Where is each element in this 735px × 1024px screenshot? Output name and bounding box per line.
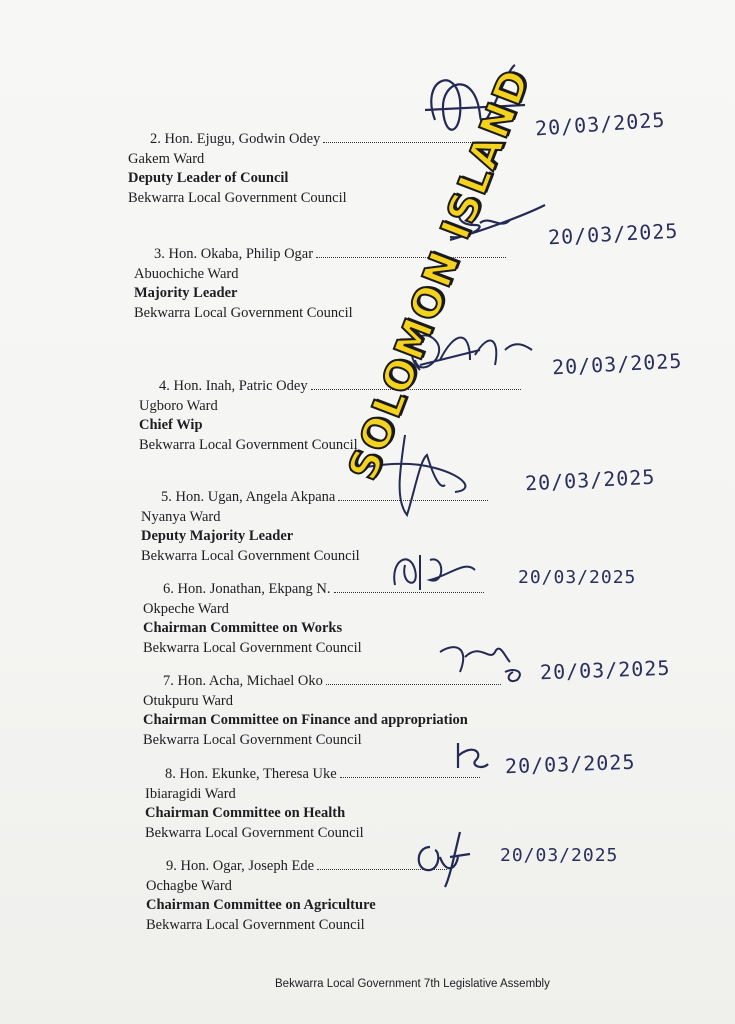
entry-ward: Gakem Ward bbox=[128, 150, 205, 167]
entry-date: 20/03/2025 bbox=[551, 348, 683, 380]
entry-council: Bekwarra Local Government Council bbox=[128, 189, 347, 206]
entry-role: Chairman Committee on Health bbox=[145, 805, 346, 821]
entry-name-line: 2. Hon. Ejugu, Godwin Odey bbox=[150, 131, 321, 147]
entry-role: Deputy Leader of Council bbox=[128, 170, 289, 186]
entry-date: 20/03/2025 bbox=[534, 107, 667, 141]
entry-council: Bekwarra Local Government Council bbox=[141, 547, 360, 564]
entry-name-line: 4. Hon. Inah, Patric Odey bbox=[159, 378, 308, 394]
entry-date: 20/03/2025 bbox=[500, 845, 619, 866]
entry-date: 20/03/2025 bbox=[504, 749, 636, 779]
entry-ward: Otukpuru Ward bbox=[143, 692, 233, 709]
signature-7 bbox=[435, 632, 535, 687]
entry-name-line: 3. Hon. Okaba, Philip Ogar bbox=[154, 246, 314, 262]
entry-role: Chairman Committee on Agriculture bbox=[146, 897, 376, 913]
entry-ward: Nyanya Ward bbox=[141, 508, 221, 525]
entry-council: Bekwarra Local Government Council bbox=[145, 824, 364, 841]
entry-ward: Ibiaragidi Ward bbox=[145, 785, 236, 802]
entry-9 bbox=[146, 857, 447, 935]
page-footer: Bekwarra Local Government 7th Legislative Assembly bbox=[275, 978, 550, 990]
entry-council: Bekwarra Local Government Council bbox=[146, 916, 365, 933]
entry-name-line: 9. Hon. Ogar, Joseph Ede bbox=[166, 858, 315, 874]
entry-ward: Okpeche Ward bbox=[143, 600, 229, 617]
entry-date: 20/03/2025 bbox=[547, 218, 679, 250]
entry-council: Bekwarra Local Government Council bbox=[139, 436, 358, 453]
entry-council: Bekwarra Local Government Council bbox=[143, 731, 362, 748]
entry-name-line: 7. Hon. Acha, Michael Oko bbox=[163, 673, 323, 689]
entry-date: 20/03/2025 bbox=[539, 655, 671, 685]
entry-name-line: 6. Hon. Jonathan, Ekpang N. bbox=[163, 581, 331, 597]
entry-ward: Ugboro Ward bbox=[139, 397, 218, 414]
entry-date: 20/03/2025 bbox=[524, 464, 656, 496]
entry-role: Chairman Committee on Works bbox=[143, 620, 343, 636]
entry-council: Bekwarra Local Government Council bbox=[134, 304, 353, 321]
watermark-text: SOLOMON ISLAND bbox=[340, 62, 540, 487]
entry-ward: Abuochiche Ward bbox=[134, 265, 239, 282]
entry-role: Chairman Committee on Finance and appropriation bbox=[143, 712, 468, 728]
signature-8 bbox=[448, 738, 498, 778]
entry-role: Majority Leader bbox=[134, 285, 238, 301]
signature-9 bbox=[410, 822, 490, 892]
signature-6 bbox=[385, 545, 485, 595]
entry-role: Chief Wip bbox=[139, 417, 203, 433]
entry-ward: Ochagbe Ward bbox=[146, 877, 232, 894]
entry-name-line: 5. Hon. Ugan, Angela Akpana bbox=[161, 489, 336, 505]
entry-role: Deputy Majority Leader bbox=[141, 528, 294, 544]
entry-name-line: 8. Hon. Ekunke, Theresa Uke bbox=[165, 766, 337, 782]
entry-council: Bekwarra Local Government Council bbox=[143, 639, 362, 656]
entry-date: 20/03/2025 bbox=[518, 567, 637, 588]
